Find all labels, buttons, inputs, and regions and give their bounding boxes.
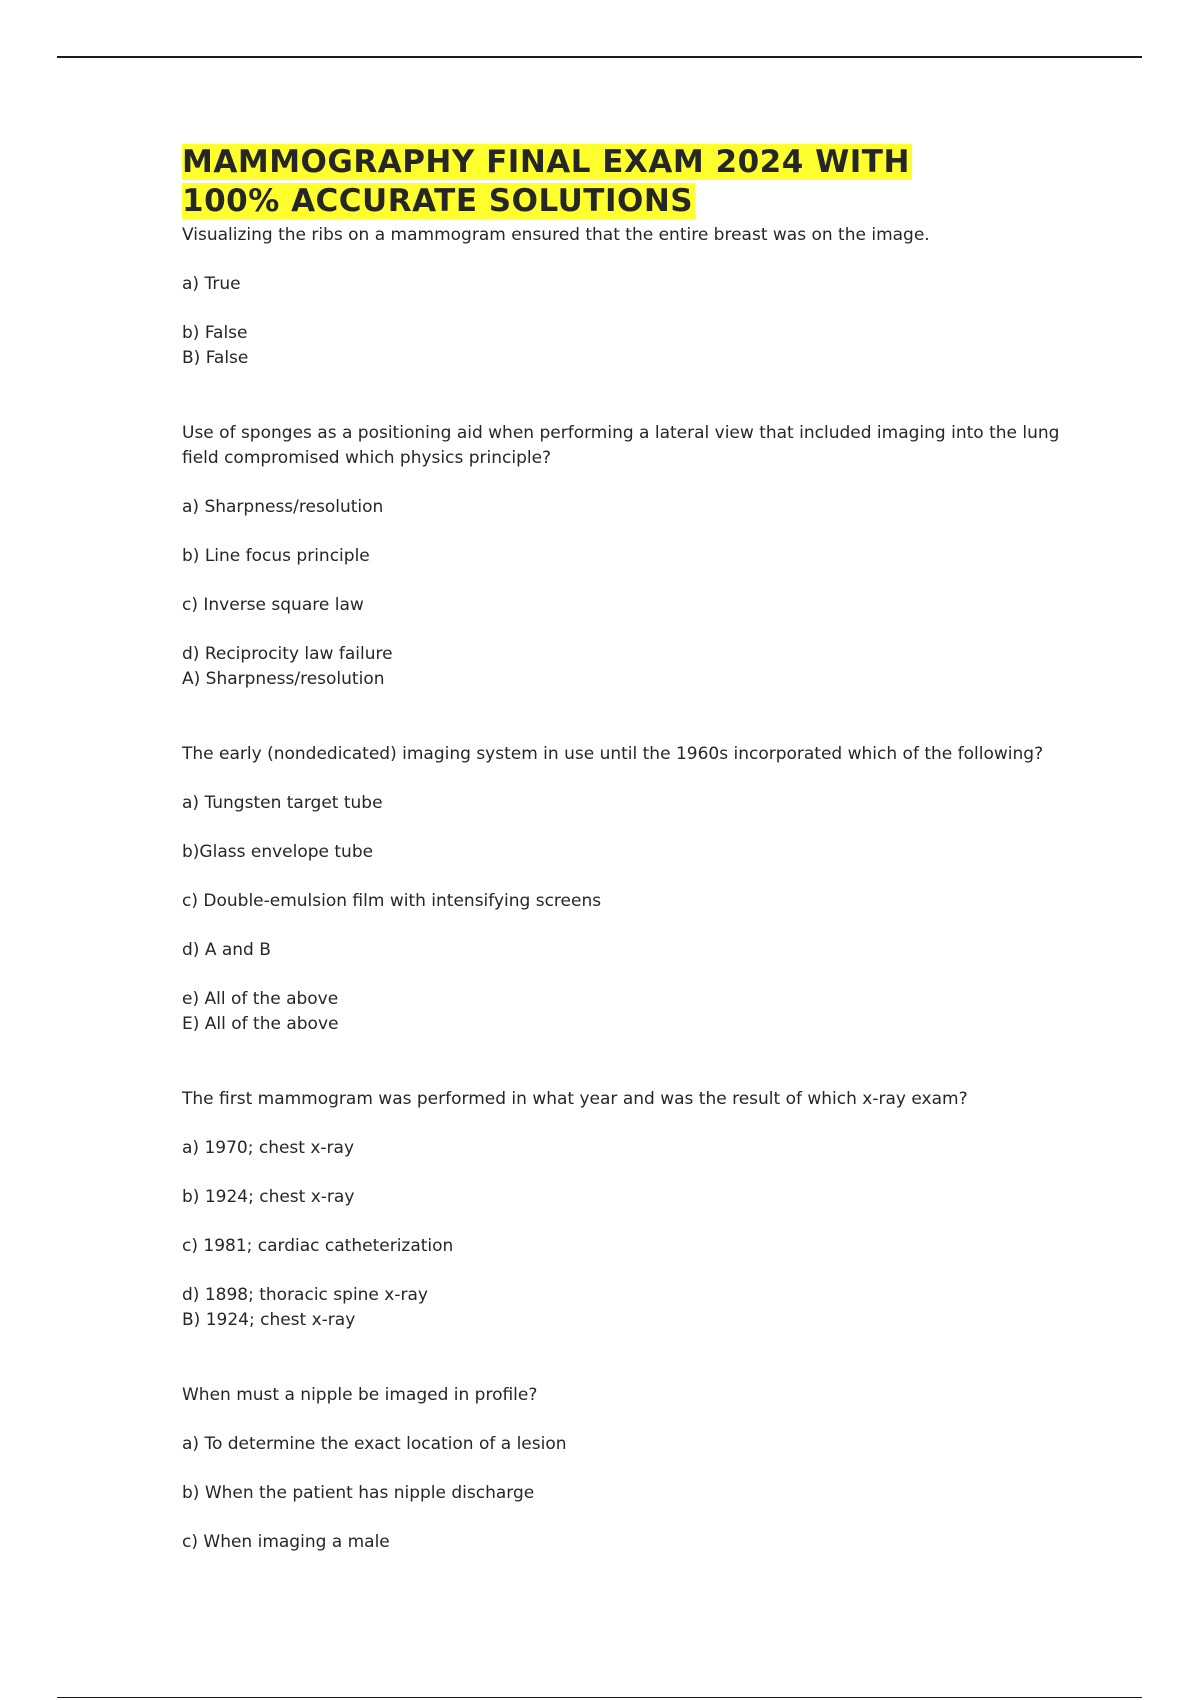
question-text: When must a nipple be imaged in profile? [182, 1385, 538, 1405]
option-b: b) 1924; chest x-ray [182, 1187, 355, 1207]
option-a: a) 1970; chest x-ray [182, 1138, 355, 1158]
option-c: c) Inverse square law [182, 595, 364, 615]
document-body [182, 143, 1062, 1555]
option-d: d) Reciprocity law failure [182, 644, 393, 664]
question-text: The first mammogram was performed in what year and was the result of which x-ray exam? [182, 1089, 968, 1109]
question-text: Use of sponges as a positioning aid when performing a lateral view that included imaging into the lung field compromised which physics principle? [182, 423, 1060, 468]
option-c: c) When imaging a male [182, 1532, 390, 1552]
question-1 [182, 223, 1062, 371]
option-a: a) True [182, 274, 241, 294]
option-d: d) 1898; thoracic spine x-ray [182, 1285, 428, 1305]
option-c: c) Double-emulsion film with intensifying screens [182, 891, 602, 911]
option-b: b) When the patient has nipple discharge [182, 1483, 535, 1503]
header-rule [57, 56, 1142, 58]
question-text: The early (nondedicated) imaging system in use until the 1960s incorporated which of the following? [182, 744, 1044, 764]
option-b: b) False [182, 323, 248, 343]
title-line-2: 100% ACCURATE SOLUTIONS [182, 183, 694, 219]
question-text: Visualizing the ribs on a mammogram ensured that the entire breast was on the image. [182, 225, 930, 245]
option-b: b) Line focus principle [182, 546, 370, 566]
option-d: d) A and B [182, 940, 271, 960]
footer-rule [57, 1697, 1142, 1698]
question-2 [182, 421, 1062, 692]
answer: A) Sharpness/resolution [182, 669, 385, 689]
question-4 [182, 1087, 1062, 1333]
option-a: a) Sharpness/resolution [182, 497, 384, 517]
document-title [182, 143, 1062, 221]
option-b: b)Glass envelope tube [182, 842, 374, 862]
question-3 [182, 742, 1062, 1037]
title-line-1: MAMMOGRAPHY FINAL EXAM 2024 WITH [182, 144, 910, 180]
option-c: c) 1981; cardiac catheterization [182, 1236, 454, 1256]
answer: E) All of the above [182, 1014, 339, 1034]
question-5 [182, 1383, 1062, 1555]
answer: B) 1924; chest x-ray [182, 1310, 356, 1330]
option-a: a) To determine the exact location of a lesion [182, 1434, 567, 1454]
option-e: e) All of the above [182, 989, 339, 1009]
answer: B) False [182, 348, 249, 368]
option-a: a) Tungsten target tube [182, 793, 383, 813]
